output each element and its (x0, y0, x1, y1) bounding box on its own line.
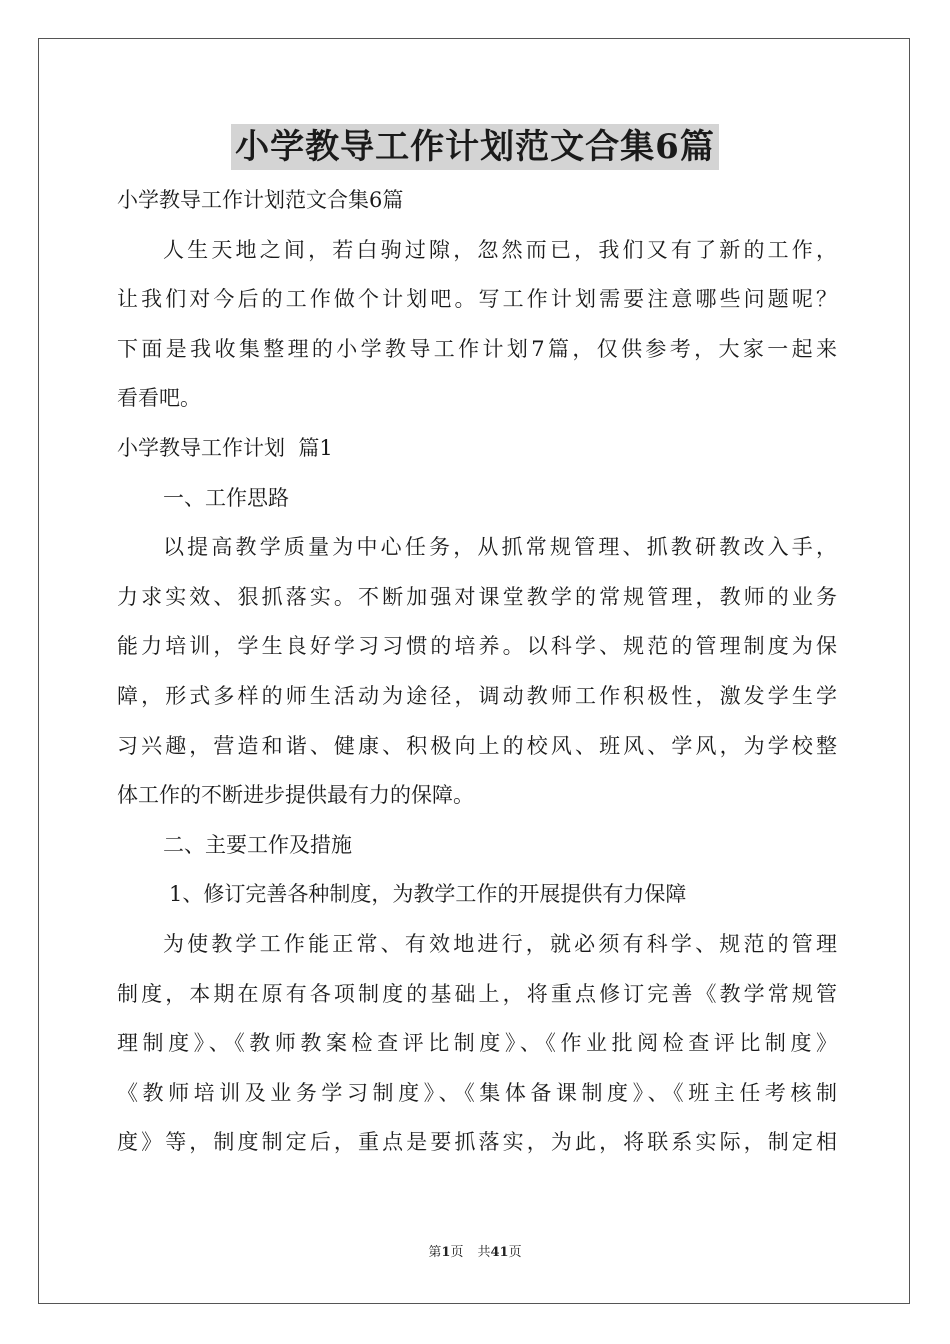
paragraph-line: 下面是我收集整理的小学教导工作计划7篇，仅供参考，大家一起来 (117, 336, 837, 361)
subheading-line: 1、修订完善各种制度，为教学工作的开展提供有力保障 (169, 882, 687, 907)
footer-total-suffix: 页 (508, 1245, 522, 1260)
paragraph-line: 度》等，制度制定后，重点是要抓落实，为此，将联系实际，制定相 (117, 1130, 837, 1155)
subheading-line: 二、主要工作及措施 (163, 832, 352, 857)
footer-page-current: 1 (441, 1245, 451, 1260)
footer-page-suffix: 页 (450, 1245, 464, 1260)
paragraph-line: 看看吧。 (117, 386, 201, 411)
section-heading: 小学教导工作计划 篇1 (117, 435, 333, 460)
paragraph-line: 以提高教学质量为中心任务，从抓常规管理、抓教研教改入手， (163, 535, 837, 560)
document-body (117, 176, 837, 1168)
paragraph-line: 体工作的不断进步提供最有力的保障。 (117, 783, 474, 808)
subheading-line: 一、工作思路 (163, 485, 289, 510)
subtitle-line: 小学教导工作计划范文合集6篇 (117, 188, 404, 212)
paragraph-line: 让我们对今后的工作做个计划吧。写工作计划需要注意哪些问题呢？ (117, 287, 837, 312)
paragraph-line: 人生天地之间，若白驹过隙，忽然而已，我们又有了新的工作， (163, 237, 837, 262)
paragraph-line: 为使教学工作能正常、有效地进行，就必须有科学、规范的管理 (163, 931, 837, 956)
paragraph-line: 习兴趣，营造和谐、健康、积极向上的校风、班风、学风，为学校整 (117, 733, 837, 758)
paragraph-line: 能力培训，学生良好学习习惯的培养。以科学、规范的管理制度为保 (117, 634, 837, 659)
footer-total-pages: 41 (490, 1245, 509, 1260)
paragraph-line: 《教师培训及业务学习制度》、《集体备课制度》、《班主任考核制 (117, 1080, 837, 1105)
footer-total-prefix: 共 (477, 1245, 491, 1260)
title-block (0, 124, 950, 170)
paragraph-line: 理制度》、《教师教案检查评比制度》、《作业批阅检查评比制度》 (117, 1031, 837, 1056)
paragraph-line: 力求实效、狠抓落实。不断加强对课堂教学的常规管理，教师的业务 (117, 584, 837, 609)
paragraph-line: 制度，本期在原有各项制度的基础上，将重点修订完善《教学常规管 (117, 981, 837, 1006)
paragraph-line: 障，形式多样的师生活动为途径，调动教师工作积极性，激发学生学 (117, 683, 837, 708)
document-title: 小学教导工作计划范文合集6篇 (231, 124, 719, 170)
page-footer (0, 1243, 950, 1263)
footer-page-prefix: 第 (428, 1245, 442, 1260)
